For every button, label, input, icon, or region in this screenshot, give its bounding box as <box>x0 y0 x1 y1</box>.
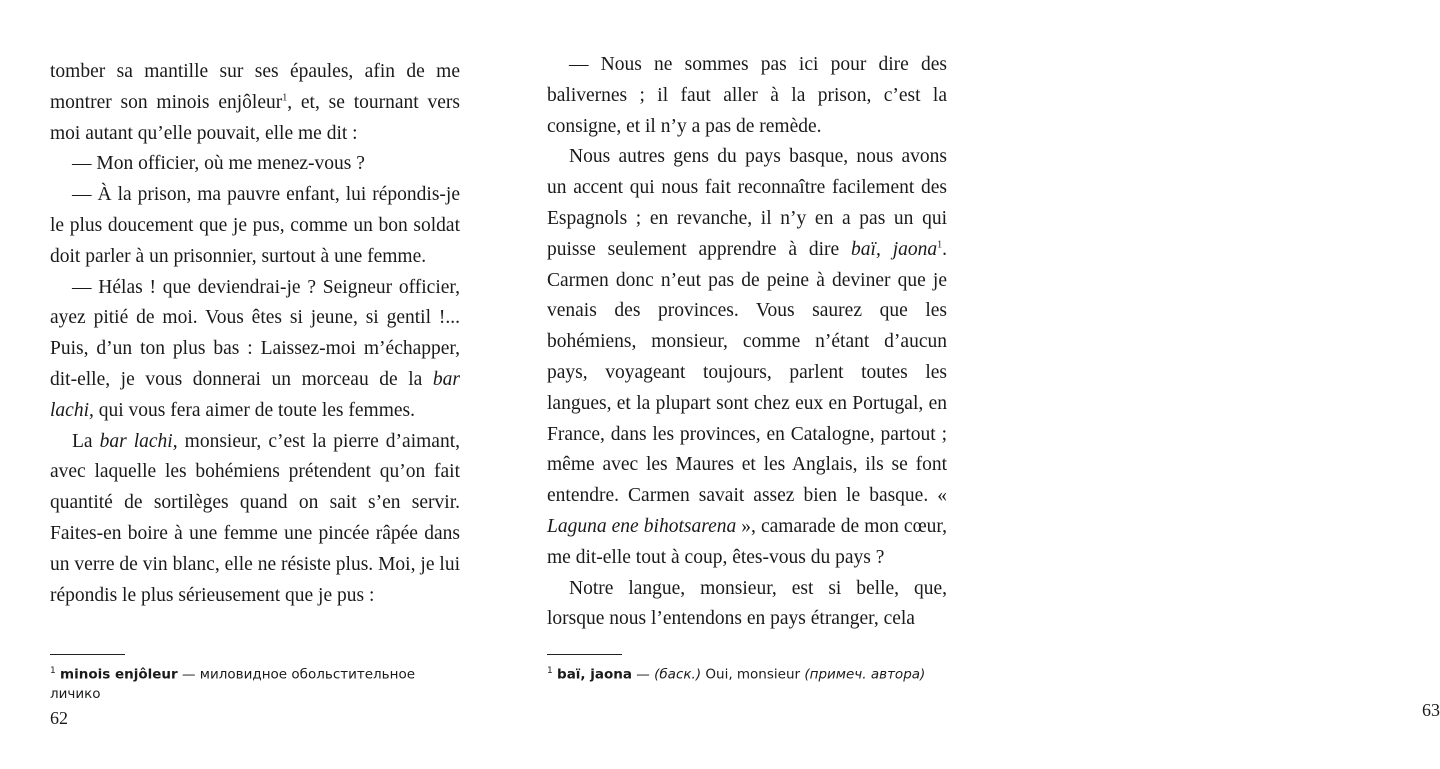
page-number: 63 <box>1422 700 1440 720</box>
paragraph <box>50 427 460 612</box>
footnote-term: minois enjôleur <box>60 666 178 683</box>
italic-text: Laguna ene bihotsarena <box>547 515 737 537</box>
text-run: La <box>72 430 100 452</box>
text-run: . Carmen donc n’eut pas de peine à deviner que je venais des provinces. Vous saurez que les bohémiens, monsieur, comme n’étant d’aucun pays, voyageant toujours, parlent toutes les langues, et la plupart sont chez eux en Portugal, en France, dans les provinces, en Catalogne, partout ; même avec les Maures et les Anglais, ils se font entendre. Carmen savait assez bien le basque. « <box>547 238 947 507</box>
right-page-body-text <box>547 50 947 635</box>
text-run: — Mon officier, où me menez-vous ? <box>72 153 365 175</box>
paragraph <box>50 149 460 180</box>
footnote-reference: 1 <box>282 92 288 104</box>
text-run: , et, se tournant vers moi autant qu’elle pouvait, elle me dit : <box>50 91 460 144</box>
left-page <box>0 0 500 769</box>
paragraph <box>547 142 947 573</box>
italic-text: bar lachi, <box>50 368 460 421</box>
page-number: 62 <box>50 708 68 728</box>
footnote-text: миловидное обольстительное личико <box>50 666 416 702</box>
text-run: — Nous ne sommes pas ici pour dire des balivernes ; il faut aller à la prison, c’est la consigne, et il n’y a pas de remède. <box>547 54 947 137</box>
paragraph <box>547 50 947 142</box>
footnote-dash: — <box>632 666 655 683</box>
footnote-abbreviation: (баск.) <box>654 666 702 683</box>
italic-text: baï, jaona <box>851 238 938 260</box>
right-page-footnote <box>547 662 947 685</box>
text-run: — À la prison, ma pauvre enfant, lui répondis-je le plus doucement que je pus, comme un bon soldat doit parler à un prisonnier, surtout à une femme. <box>50 184 460 267</box>
text-run: Nous autres gens du pays basque, nous avons un accent qui nous fait reconnaître facilement des Espagnols ; en revanche, il n’y en a pas un qui puisse seulement apprendre à dire <box>547 146 947 260</box>
text-run: Notre langue, monsieur, est si belle, que, lorsque nous l’entendons en pays étranger, cela <box>547 577 947 630</box>
footnote-reference: 1 <box>937 239 943 251</box>
right-page <box>500 0 1440 769</box>
paragraph <box>50 180 460 272</box>
text-run: — Hélas ! que deviendrai-je ? Seigneur officier, ayez pitié de moi. Vous êtes si jeune, si gentil !... Puis, d’un ton plus bas : Laissez-moi m’échapper, dit-elle, je vous donnerai un morceau de la <box>50 276 460 390</box>
footnote-mark: 1 <box>547 666 553 676</box>
left-page-footnote <box>50 662 460 704</box>
left-page-body-text <box>50 57 460 611</box>
footnote-term: baï, jaona <box>557 666 632 683</box>
text-run: tomber sa mantille sur ses épaules, afin de me montrer son minois enjôleur <box>50 61 460 113</box>
footnote-dash: — <box>177 666 200 683</box>
paragraph <box>50 273 460 427</box>
footnote-rule <box>50 654 125 655</box>
paragraph <box>50 57 460 149</box>
paragraph <box>547 574 947 636</box>
italic-text: bar lachi, <box>99 430 178 452</box>
footnote-mark: 1 <box>50 666 56 676</box>
text-run: », camarade de mon cœur, me dit-elle tout à coup, êtes-vous du pays ? <box>547 515 947 568</box>
footnote-note: (примеч. автора) <box>804 666 926 683</box>
text-run: monsieur, c’est la pierre d’aimant, avec laquelle les bohémiens prétendent qu’on fait quantité de sortilèges quand on sait s’en servir. Faites-en boire à une femme une pincée râpée dans un verre de vin blanc, elle ne résiste plus. Moi, je lui répondis le plus sérieusement que je pus : <box>50 430 460 606</box>
footnote-text: Oui, monsieur <box>701 666 805 683</box>
footnote-rule <box>547 654 622 655</box>
text-run: qui vous fera aimer de toute les femmes. <box>93 399 415 421</box>
